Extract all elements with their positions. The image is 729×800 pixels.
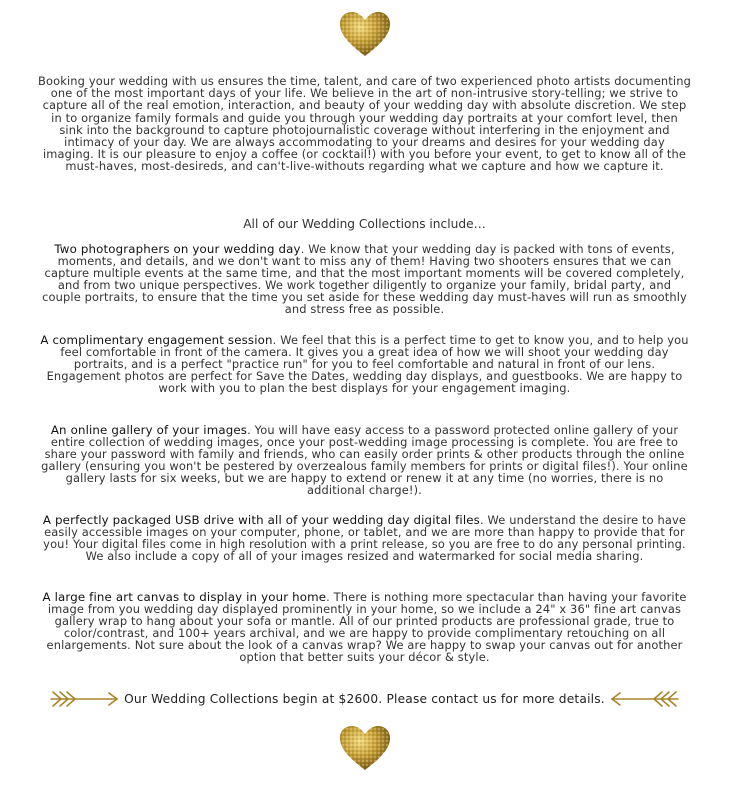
section-body: . There is nothing more spectacular than having your favorite image from you wedding day displayed prominently in your home, so we include a 24" x 36" fine art canvas gallery wrap to hang about your sofa or mantle. All of our printed products are professional grade, true to color/contrast, and 100+ years archival, and we are happy to provide complimentary retouching on all enlargements. Not sure about the look of a canvas wrap? We are happy to swap your canvas out for another option that better suits your décor & style. (46, 590, 687, 665)
arrow-left-icon (608, 690, 680, 708)
section-body: . You will have easy access to a password protected online gallery of your entire collection of wedding images, once your post-wedding image processing is complete. You are free to share your password with family and friends, who can easily order prints & other products through the online gallery (ensuring you won't be pestered by overzealous family members for prints or digital files!). Your online gallery lasts for six weeks, but we are happy to extend or renew it at any time (no worries, there is no additional charge!). (41, 423, 688, 498)
section-two-photographers (38, 243, 691, 316)
section-engagement-session (38, 334, 691, 394)
footer-line (24, 689, 705, 709)
section-usb-drive (38, 514, 691, 562)
section-lead: A complimentary engagement session (40, 333, 273, 347)
glitter-heart-icon (338, 724, 392, 772)
footer-text: Our Wedding Collections begin at $2600. Please contact us for more details. (124, 692, 605, 706)
section-lead: A perfectly packaged USB drive with all of your wedding day digital files (42, 513, 480, 527)
section-lead: Two photographers on your wedding day (54, 242, 301, 256)
intro-paragraph: Booking your wedding with us ensures the time, talent, and care of two experienced photo artists documenting one of the most important days of your life. We believe in the art of non-intrusive story-telling; we strive to capture all of the real emotion, interaction, and beauty of your wedding day with absolute discretion. We step in to organize family formals and guide you through your wedding day portraits at your comfort level, then sink into the background to capture photojournalistic coverage without interfering in the enjoyment and intimacy of your day. We are always accommodating to your dreams and desires for your wedding day imaging. It is our pleasure to enjoy a coffee (or cocktail!) with you before your event, to get to know all of the must-haves, most-desireds, and can't-live-withouts regarding what we capture and how we capture it. (38, 74, 691, 174)
section-lead: An online gallery of your images (50, 423, 248, 437)
arrow-right-icon (49, 690, 121, 708)
section-body: . We understand the desire to have easily accessible images on your computer, phone, or tablet, and we are more than happy to provide that for you! Your digital files come in high resolution with a print release, so you are free to do any personal printing. We also include a copy of all of your images resized and watermarked for social media sharing. (43, 513, 687, 564)
section-body: . We feel that this is a perfect time to get to know you, and to help you feel comfortable in front of the camera. It gives you a great idea of how we will shoot your wedding day portraits, and is a perfect "practice run" for you to feel comfortable and natural in front of our lens. Engagement photos are perfect for Save the Dates, wedding day displays, and guestbooks. We are happy to work with you to plan the best displays for your engagement imaging. (46, 333, 689, 396)
glitter-heart-icon (338, 10, 392, 58)
section-body: . We know that your wedding day is packed with tons of events, moments, and details, and we don't want to miss any of them! Having two shooters ensures that we can capture multiple events at the same time, and that the most important moments will be covered completely, and from two unique perspectives. We work together diligently to organize your family, bridal party, and couple portraits, to ensure that the time you set aside for these wedding day must-haves will run as smoothly and stress free as possible. (42, 242, 687, 317)
section-online-gallery (38, 424, 691, 497)
section-lead: A large fine art canvas to display in your home (42, 590, 327, 604)
includes-heading: All of our Wedding Collections include… (243, 217, 486, 231)
section-fine-art-canvas (38, 591, 691, 664)
